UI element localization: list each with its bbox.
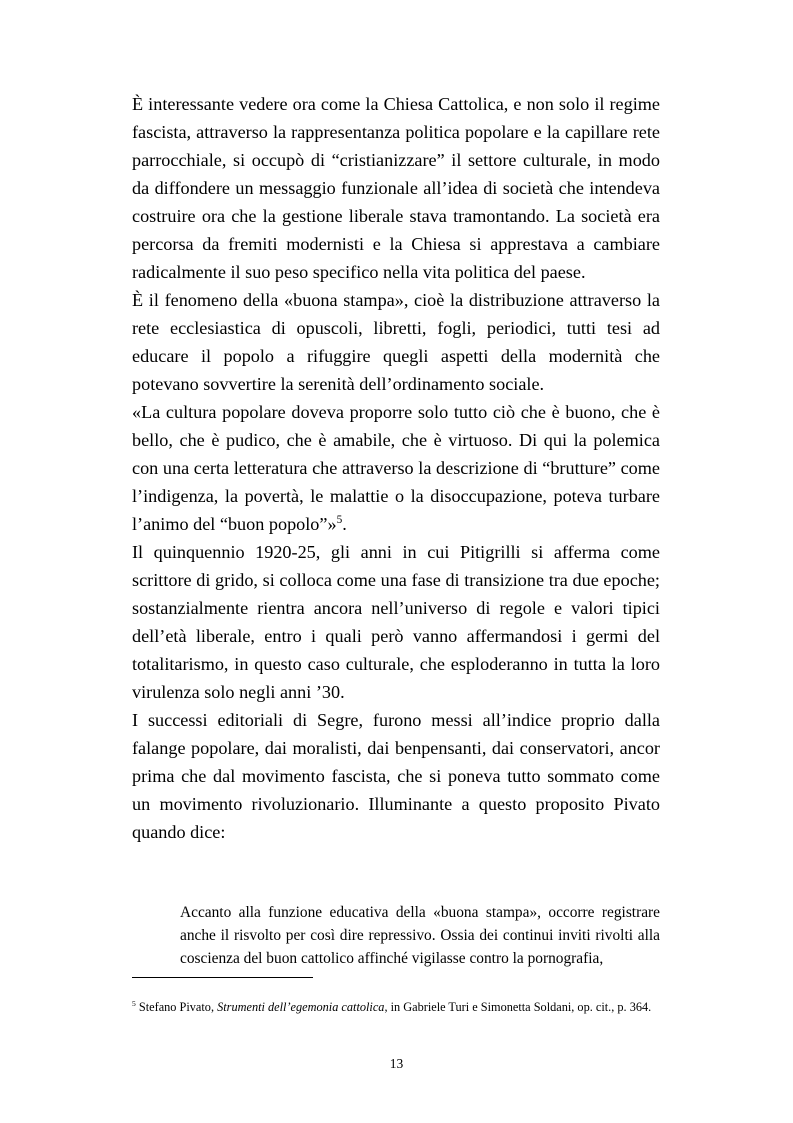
footnote bbox=[132, 999, 660, 1016]
cultura-popolare-end: . bbox=[342, 514, 347, 534]
main-text bbox=[132, 90, 660, 846]
footnote-reference: 5 bbox=[336, 513, 343, 526]
footnote-citation: , in Gabriele Turi e Simonetta Soldani, op. cit., p. 364. bbox=[384, 1000, 652, 1014]
footnote-title: Strumenti dell’egemonia cattolica bbox=[217, 1000, 385, 1014]
footnote-author: Stefano Pivato, bbox=[138, 1000, 215, 1014]
footnote-separator bbox=[132, 977, 313, 978]
cultura-popolare-text: «La cultura popolare doveva proporre solo tutto ciò che è buono, che è bello, che è pudico, che è amabile, che è virtuoso. Di qui la polemica con una certa letteratura che attraverso la descrizione di “brutture” come l’indigenza, la povertà, le malattie o la disoccupazione, poteva turbare l’animo del “buon popolo”» bbox=[132, 402, 660, 534]
paragraph-cultura-popolare bbox=[132, 398, 660, 538]
paragraph-buona-stampa: È il fenomeno della «buona stampa», cioè la distribuzione attraverso la rete ecclesiastica di opuscoli, libretti, fogli, periodici, tutti tesi ad educare il popolo a rifuggire quegli aspetti della modernità che potevano sovvertire la serenità dell’ordinamento sociale. bbox=[132, 290, 660, 394]
page-number: 13 bbox=[389, 1056, 404, 1071]
paragraph-quinquennio: Il quinquennio 1920-25, gli anni in cui Pitigrilli si afferma come scrittore di grido, si colloca come una fase di transizione tra due epoche; sostanzialmente rientra ancora nell’universo di regole e valori tipici dell’età liberale, entro i quali però vanno affermandosi i germi del totalitarismo, in questo caso culturale, che esploderanno in tutta la loro virulenza solo negli anni ’30. bbox=[132, 542, 660, 702]
paragraph-chiesa-cattolica: È interessante vedere ora come la Chiesa Cattolica, e non solo il regime fascista, attraverso la rappresentanza politica popolare e la capillare rete parrocchiale, si occupò di “cristianizzare” il settore culturale, in modo da diffondere un messaggio funzionale all’idea di società che intendeva costruire ora che la gestione liberale stava tramontando. La società era percorsa da fremiti modernisti e la Chiesa si apprestava a cambiare radicalmente il suo peso specifico nella vita politica del paese. bbox=[132, 94, 660, 282]
paragraph-successi-editoriali: I successi editoriali di Segre, furono messi all’indice proprio dalla falange popolare, dai moralisti, dai benpensanti, dai conservatori, ancor prima che dal movimento fascista, che si poneva tutto sommato come un movimento rivoluzionario. Illuminante a questo proposito Pivato quando dice: bbox=[132, 710, 660, 842]
block-quote: Accanto alla funzione educativa della «buona stampa», occorre registrare anche il risvolto per così dire repressivo. Ossia dei continui inviti rivolti alla coscienza del buon cattolico affinché vigilasse contro la pornografia, bbox=[180, 904, 660, 967]
footnote-number: 5 bbox=[132, 998, 136, 1008]
